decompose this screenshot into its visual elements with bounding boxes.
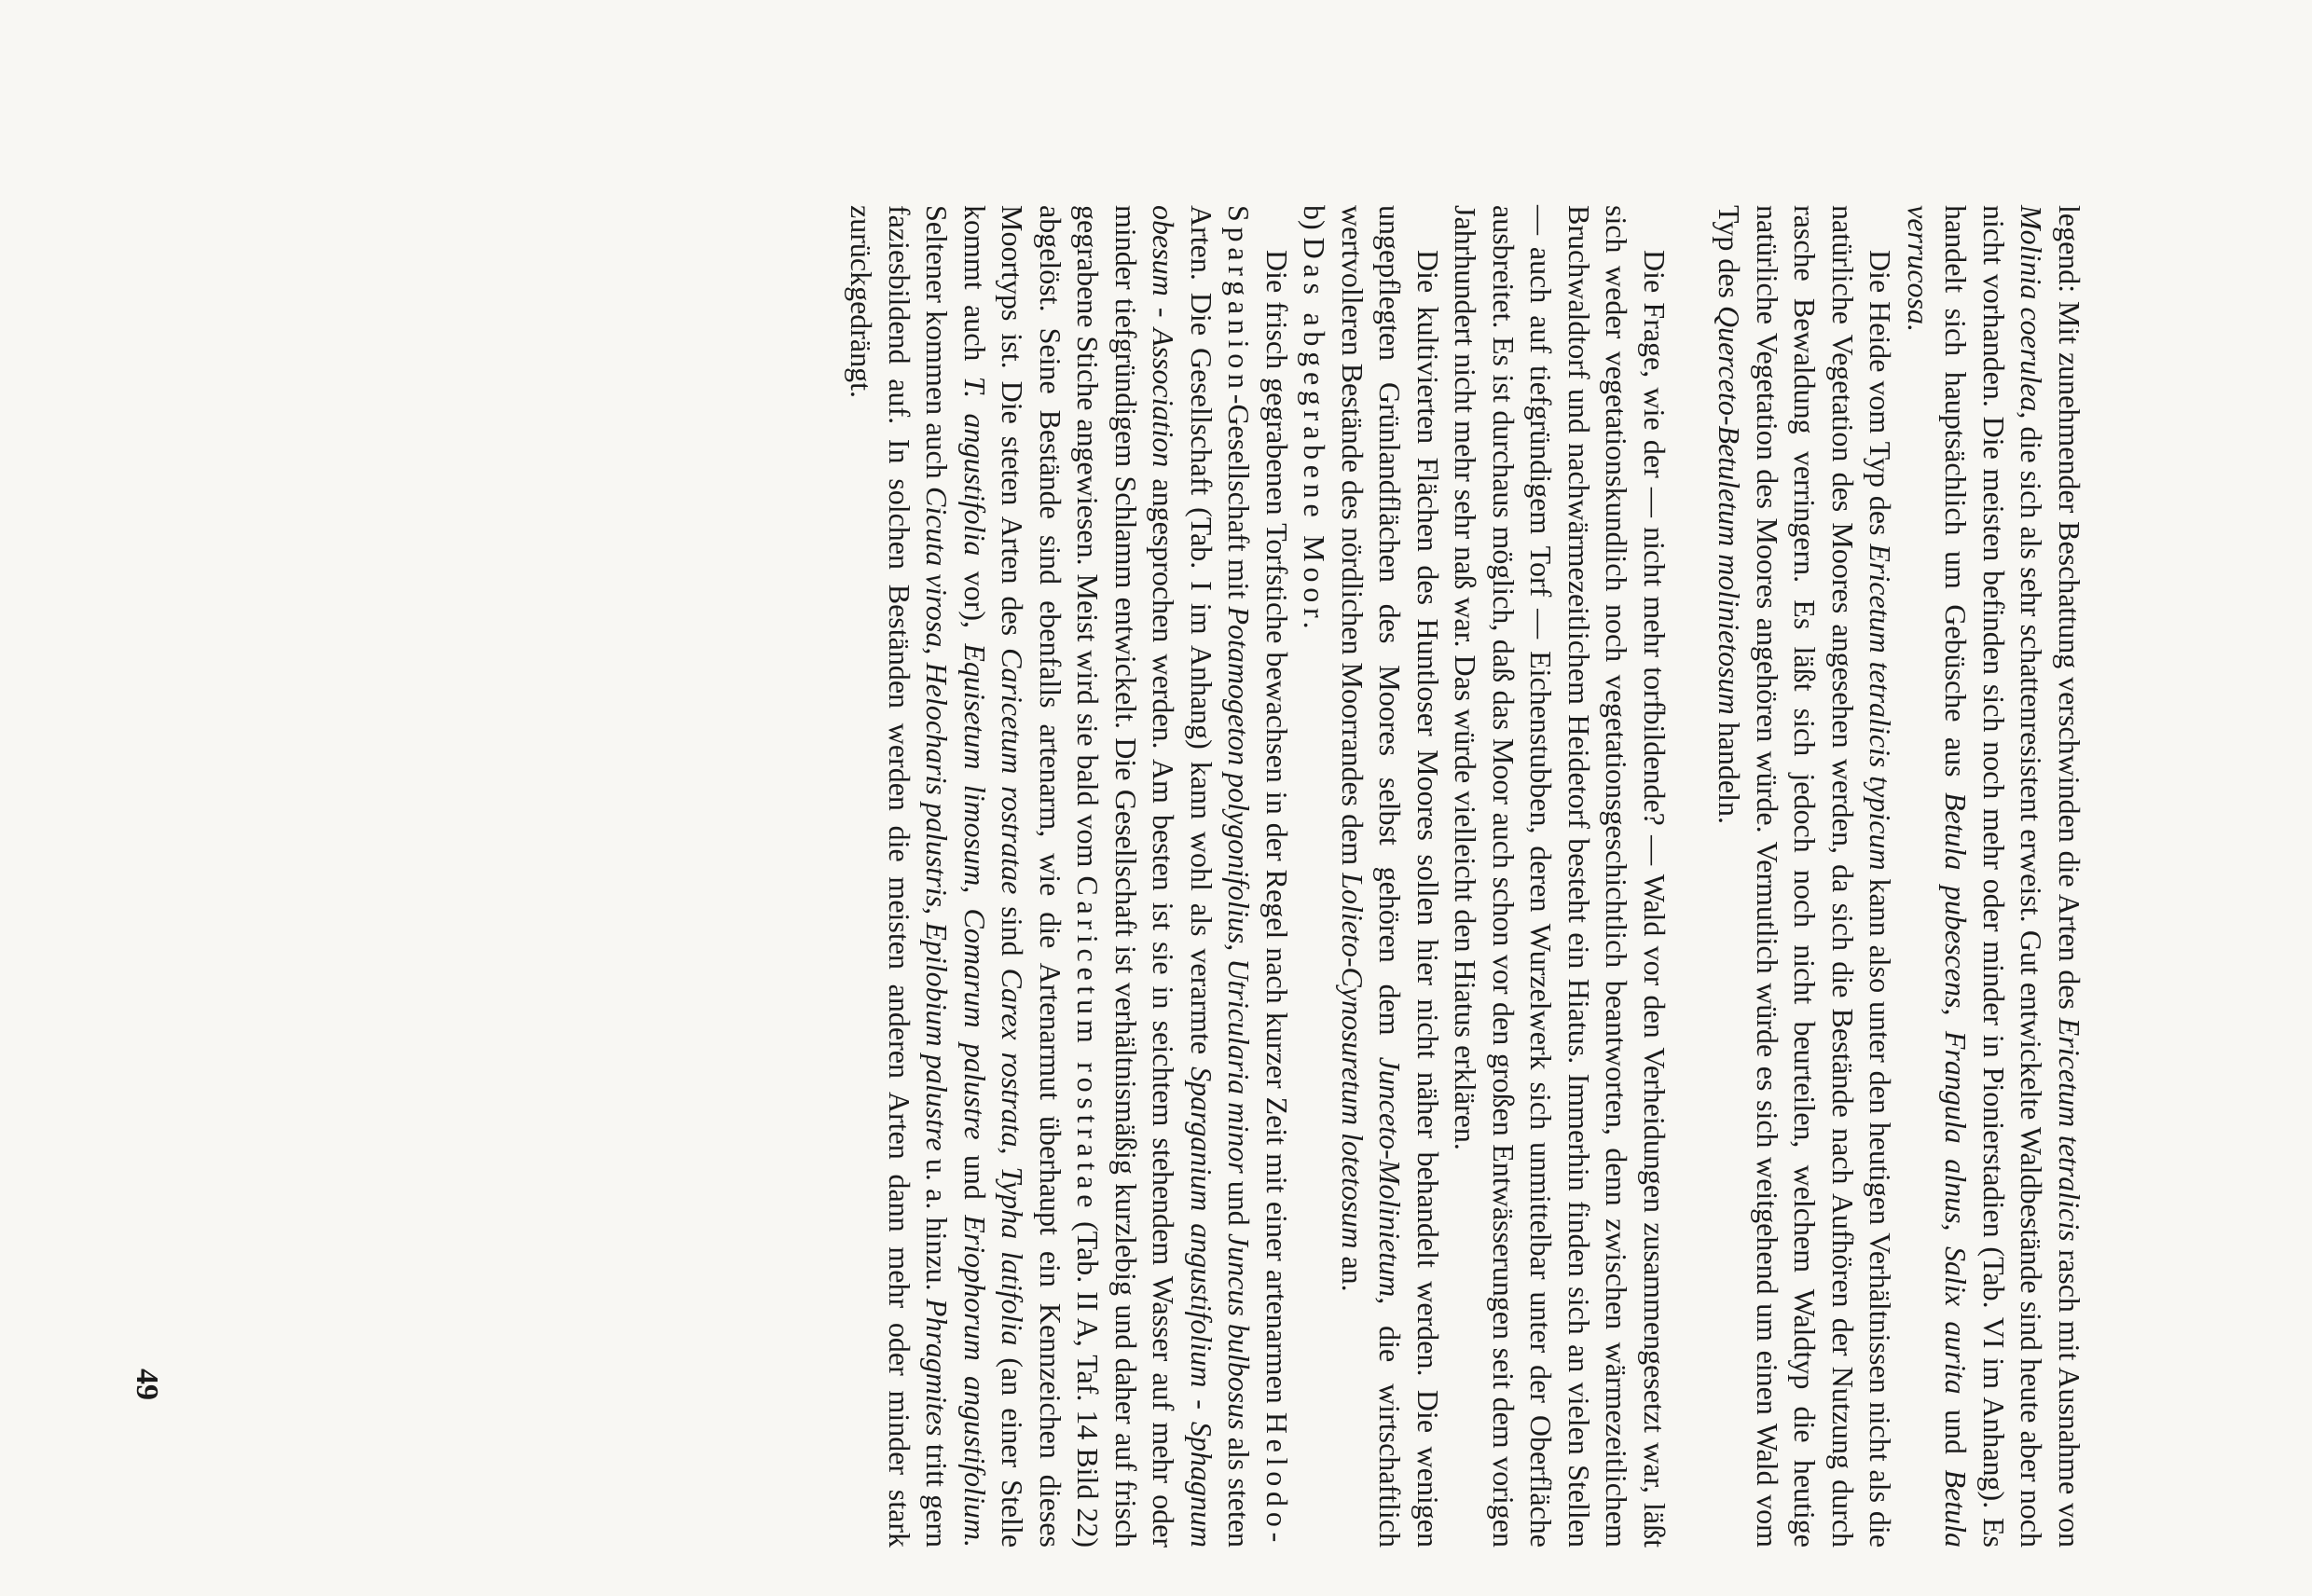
- italic-text: Ericetum tetralicis: [2053, 1017, 2086, 1242]
- italic-text: Molinia coerulea,: [2015, 205, 2049, 420]
- text-run: angesprochen werden. Am besten ist sie in seichtem stehendem Wasser auf mehr oder minder tiefgründigem Schlamm entwickelt. Die Gesellschaft ist verhältnismäßig kurzlebig und daher auf frisch gegrabene Stiche angewiesen. Meist wird sie bald vom: [1071, 205, 1181, 1548]
- text-run: Die Frage, wie der — nicht mehr torfbildende? — Wald vor den Verheidungen zusammengesetzt war, läßt sich weder vegetationskundlich noch vegetationsgeschichtlich beantworten, denn zwischen wärmezeitlichem Bruchwaldtorf und nachwärmezeitlichem Heidetorf besteht ein Hiatus. Immerhin finden sich an vielen Stellen — auch auf tiefgründigem Torf — Eichenstubben, deren Wurzelwerk sich unmittelbar unter der Oberfläche ausbreitet. Es ist durchaus möglich, daß das Moor auch schon vor den großen Entwässerungen seit dem vorigen Jahrhundert nicht mehr sehr naß war. Das würde vielleicht den Hiatus erklären.: [1449, 205, 1672, 1548]
- text-run: Die frisch gegrabenen Torfstiche bewachsen in der Regel nach kurzer Zeit mit einer artenarmen: [1260, 250, 1294, 1412]
- italic-text: Cicuta virosa, Helocharis palustris, Epilobium palustre: [920, 486, 955, 1151]
- paragraph: [1900, 205, 2089, 1548]
- text-run: u. a. hinzu.: [920, 1150, 955, 1299]
- text-run: rasch mit Ausnahme von: [2053, 1241, 2086, 1548]
- text-block: [131, 205, 2088, 1548]
- italic-text: Potamogeton polygonifolius, Utricularia minor: [1222, 606, 1257, 1174]
- text-run: die wirtschaftlich wertvolleren Bestände des nördlichen Moorrandes dem: [1336, 205, 1408, 1548]
- text-run: kann also unter den heutigen Verhältnissen nicht als die natürliche Vegetation des Moores angesehen werden, da sich die Bestände nach Aufhören der Nutzung durch rasche Bewaldung verringern. Es läßt sich jedoch noch nicht beurteilen, welchem Waldtyp die heutige natürliche Vegetation des Moores angehören würde. Vermutlich würde es sich weitgehend um einen Wald vom Typ des: [1713, 205, 1898, 1548]
- text-run: und: [1939, 1394, 1974, 1470]
- text-run: tritt gern faziesbildend auf. In solchen Beständen werden die meisten anderen Arten dann mehr oder minder stark zurückgedrängt.: [845, 205, 955, 1548]
- italic-text: Eriophorum angustifolium.: [958, 1215, 992, 1548]
- section-heading: [1296, 205, 1334, 1548]
- text-run: und: [1222, 1173, 1257, 1233]
- text-run: (an einer Stelle kommt auch: [958, 205, 1030, 1548]
- text-run: b): [1298, 205, 1332, 238]
- italic-text: Carex rostrata, Typha latifolia: [996, 968, 1030, 1346]
- page-number: 49: [130, 1369, 164, 1400]
- text-run: handeln.: [1713, 714, 1747, 824]
- text-run: vor),: [958, 556, 992, 644]
- text-run: Die Heide vom Typ des: [1864, 250, 1898, 544]
- spaced-text: Das abgegrabene Moor.: [1298, 237, 1332, 635]
- paragraph: [1447, 205, 1673, 1548]
- italic-text: Juncus bulbosus: [1222, 1232, 1257, 1430]
- paragraph: [1334, 205, 1448, 1548]
- paragraph: [843, 205, 1296, 1548]
- italic-text: Equisetum limosum, Comarum palustre: [958, 643, 992, 1140]
- text-run: Die kultivierten Flächen des Huntloser Moores sollen hier nicht näher behandelt werden. Die wenigen ungepflegten Grünlandflächen des Moores selbst gehören dem: [1373, 205, 1445, 1548]
- text-run: (Tab. II A, Taf. 14 Bild 22) abgelöst. Seine Bestände sind ebenfalls artenarm, wie die Artenarmut überhaupt ein Kennzeichen dieses Moortyps ist. Die steten Arten des: [996, 205, 1106, 1548]
- italic-text: Betula verrucosa.: [1902, 205, 1974, 1548]
- text-run: Seltener kommen auch: [920, 205, 955, 487]
- text-run: als steten Arten. Die Gesellschaft (Tab. I im Anhang) kann wohl als verarmte: [1185, 205, 1257, 1548]
- text-run: an.: [1336, 1248, 1369, 1292]
- text-run: sind: [996, 894, 1030, 969]
- spaced-text: Caricetum rostratae: [1071, 875, 1106, 1214]
- text-run: und: [958, 1139, 992, 1216]
- text-run: legend: Mit zunehmender Beschattung verschwinden die Arten des: [2053, 205, 2086, 1018]
- spaced-text: Helodo-Sparganion: [1222, 205, 1294, 1548]
- italic-text: Caricetum rostratae: [996, 648, 1030, 895]
- text-run: -Gesellschaft mit: [1222, 393, 1257, 607]
- italic-text: Querceto-Betuletum molinietosum: [1713, 305, 1747, 715]
- italic-text: Lolieto-Cynosuretum lotetosum: [1336, 873, 1369, 1249]
- paragraph: [1711, 205, 1900, 1548]
- italic-text: Ericetum tetralicis typicum: [1864, 543, 1898, 871]
- italic-text: Betula pubescens, Frangula alnus, Salix aurita: [1939, 791, 1974, 1395]
- italic-text: Sparganium angustifolium - Sphagnum obesum - Association: [1147, 205, 1218, 1548]
- italic-text: Junceto-Molinietum,: [1373, 1056, 1408, 1305]
- text-run: die sich als sehr schattenresistent erweist. Gut entwickelte Waldbestände sind heute aber noch nicht vorhanden. Die meisten befinden sich noch mehr oder minder in Pionierstadien (Tab. VI im Anhang). Es handelt sich hauptsächlich um Gebüsche aus: [1939, 205, 2049, 1548]
- italic-text: Phragmites: [920, 1298, 955, 1437]
- italic-text: T. angustifolia: [958, 376, 992, 557]
